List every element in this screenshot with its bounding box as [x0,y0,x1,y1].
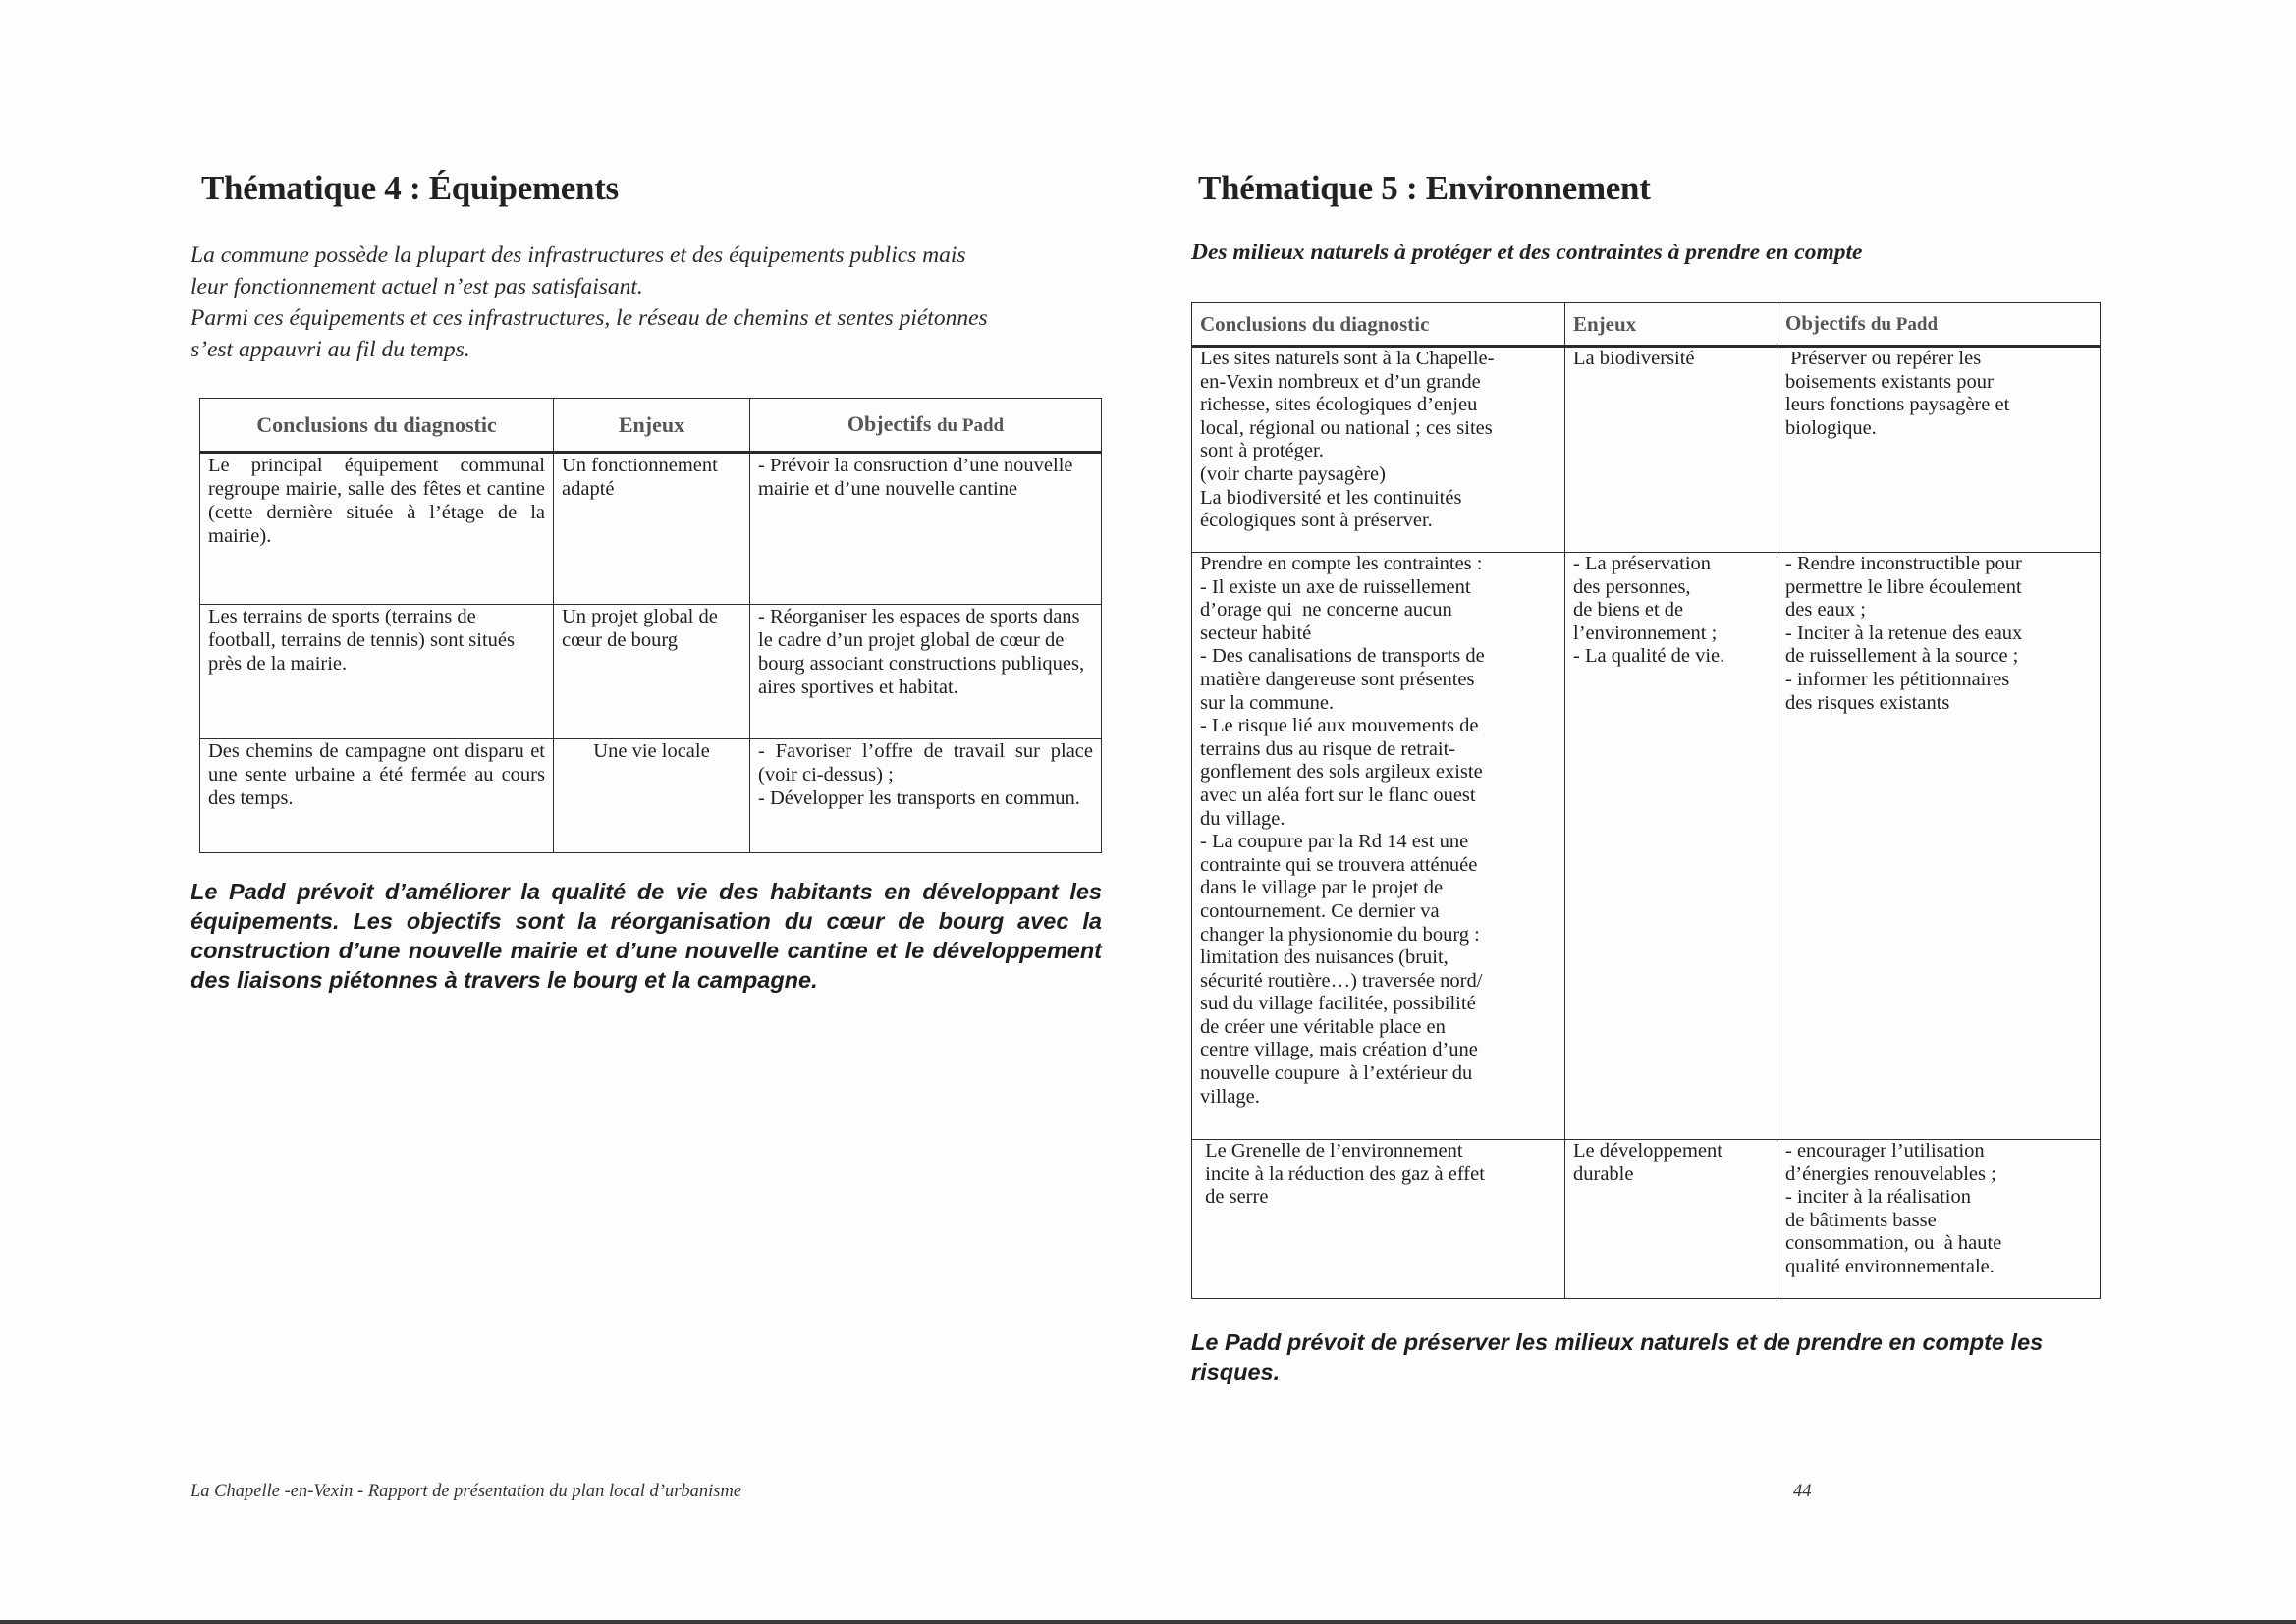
cell-enjeu: Une vie locale [554,739,750,853]
cell-conclusion: Des chemins de campagne ont disparu et une sente urbaine a été fermée au cours des temps. [200,739,554,853]
cell-enjeu: - La préservation des personnes, de biens et de l’environnement ; - La qualité de vie. [1565,553,1777,1140]
cell-enjeu: Un fonctionnement adapté [554,453,750,605]
header-objectifs [1777,303,2101,347]
header-objectifs-small: du Padd [936,414,1005,436]
cell-objectif: - encourager l’utilisation d’énergies renouvelables ; - inciter à la réalisation de bâtiments basse consommation, ou à haute qualité environnementale. [1777,1140,2101,1299]
cell-objectif: - Réorganiser les espaces de sports dans le cadre d’un projet global de cœur de bourg associant constructions publiques, aires sportives et habitat. [750,605,1102,739]
table-row [200,605,1102,739]
header-objectifs-small: du Padd [1870,314,1939,335]
left-page-title: Thématique 4 : Équipements [201,169,619,207]
header-objectifs-main: Objectifs [1785,311,1866,335]
cell-objectif: Préserver ou repérer les boisements existants pour leurs fonctions paysagère et biologique. [1777,347,2101,553]
header-enjeux: Enjeux [554,399,750,453]
intro-line: Parmi ces équipements et ces infrastructures, le réseau de chemins et sentes piétonnes [191,305,988,331]
cell-enjeu: Un projet global de cœur de bourg [554,605,750,739]
table-row [1192,1140,2101,1299]
left-summary: Le Padd prévoit d’améliorer la qualité de vie des habitants en développant les équipements. Les objectifs sont la réorganisation du cœur de bourg avec la construction d’une nouvelle mairie et d’une nouvelle cantine et le développement des liaisons piétonnes à travers le bourg et la campagne. [191,879,1102,993]
header-conclusions: Conclusions du diagnostic [200,399,554,453]
right-page-title: Thématique 5 : Environnement [1198,169,1651,207]
cell-objectif: - Prévoir la consruction d’une nouvelle mairie et d’une nouvelle cantine [750,453,1102,605]
table-row [200,739,1102,853]
right-summary: Le Padd prévoit de préserver les milieux naturels et de prendre en compte les risques. [1191,1329,2044,1384]
intro-line: leur fonctionnement actuel n’est pas satisfaisant. [191,274,643,299]
cell-objectif: - Rendre inconstructible pour permettre le libre écoulement des eaux ; - Inciter à la retenue des eaux de ruissellement à la source ; - informer les pétitionnaires des risques existants [1777,553,2101,1140]
equipements-table [199,398,1102,853]
environnement-table [1191,302,2101,1299]
right-subtitle: Des milieux naturels à protéger et des contraintes à prendre en compte [1191,240,1863,265]
cell-enjeu: La biodiversité [1565,347,1777,553]
table-row [1192,347,2101,553]
left-intro [191,240,1114,365]
cell-conclusion: Le principal équipement communal regroupe mairie, salle des fêtes et cantine (cette dernière située à l’étage de la mairie). [200,453,554,605]
cell-enjeu: Le développement durable [1565,1140,1777,1299]
cell-conclusion: Les sites naturels sont à la Chapelle- en-Vexin nombreux et d’un grande richesse, sites écologiques d’enjeu local, régional ou national ; ces sites sont à protéger. (voir charte paysagère) La biodiversité et les continuités écologiques sont à préserver. [1192,347,1565,553]
header-objectifs-main: Objectifs [847,410,932,436]
table-row [1192,553,2101,1140]
scan-edge-line [0,1620,2296,1624]
table-row [200,453,1102,605]
cell-conclusion: Les terrains de sports (terrains de football, terrains de tennis) sont situés près de la mairie. [200,605,554,739]
header-enjeux: Enjeux [1565,303,1777,347]
header-conclusions: Conclusions du diagnostic [1192,303,1565,347]
table-header-row [200,399,1102,453]
header-objectifs [750,399,1102,453]
table-header-row [1192,303,2101,347]
footer-text: La Chapelle -en-Vexin - Rapport de présentation du plan local d’urbanisme [191,1482,742,1501]
intro-line: La commune possède la plupart des infrastructures et des équipements publics mais [191,243,966,268]
cell-objectif: - Favoriser l’offre de travail sur place (voir ci-dessus) ; - Développer les transports en commun. [750,739,1102,853]
intro-line: s’est appauvri au fil du temps. [191,337,470,362]
cell-conclusion: Prendre en compte les contraintes : - Il existe un axe de ruissellement d’orage qui ne concerne aucun secteur habité - Des canalisations de transports de matière dangereuse sont présentes sur la commune. - Le risque lié aux mouvements de terrains dus au risque de retrait- gonflement des sols argileux existe avec un aléa fort sur le flanc ouest du village. - La coupure par la Rd 14 est une contrainte qui se trouvera atténuée dans le village par le projet de contournement. Ce dernier va changer la physionomie du bourg : limitation des nuisances (bruit, sécurité routière…) traversée nord/ sud du village facilitée, possibilité de créer une véritable place en centre village, mais création d’une nouvelle coupure à l’extérieur du village. [1192,553,1565,1140]
page-number: 44 [1793,1482,1812,1501]
cell-conclusion: Le Grenelle de l’environnement incite à la réduction des gaz à effet de serre [1192,1140,1565,1299]
